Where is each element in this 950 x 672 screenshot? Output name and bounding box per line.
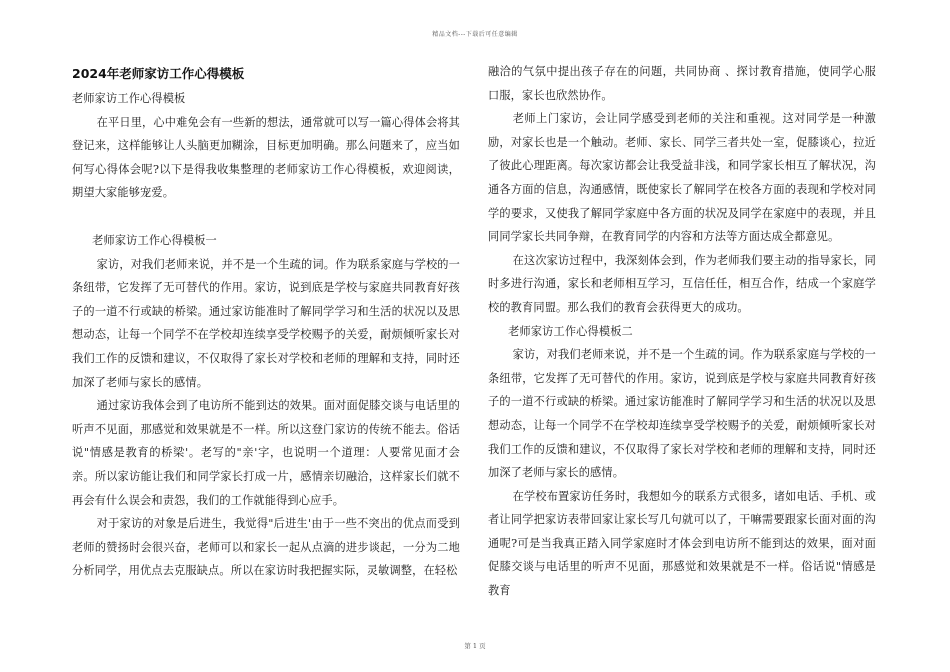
right-column (488, 60, 876, 603)
body-paragraph: 在这次家访过程中，我深刻体会到，作为老师我们要主动的指导家长，同时多进行沟通，家长和老师相互学习，互信任任，相互合作，结成一个家庭学校的教育同盟。那么我们的教育会获得更大的成功。 (488, 253, 876, 314)
body-paragraph: 老师上门家访，会让同学感受到老师的关注和重视。这对同学是一种激励，对家长也是一个触动。老师、家长、同学三者共处一室，促膝谈心，拉近了彼此心理距离。每次家访都会让我受益非浅，和同学家长相互了解状况，沟通各方面的信息，沟通感情，既使家长了解同学在校各方面的表现和学校对同学的要求，又使我了解同学家庭中各方面的状况及同学在家庭中的表现，并且同同学家长共同争辩，在教育同学的内容和方法等方面达成全都意见。 (488, 112, 876, 244)
section-heading-1: 老师家访工作心得模板一 (92, 233, 217, 247)
document-subtitle: 老师家访工作心得模板 (72, 92, 186, 105)
section-heading-2: 老师家访工作心得模板二 (508, 324, 633, 338)
page-footer: 第 1 页 (464, 642, 486, 650)
page-header: 精品文档---下载后可任意编辑 (432, 31, 518, 38)
body-paragraph: 在学校布置家访任务时，我想如今的联系方式很多，诸如电话、手机、或者让同学把家访表带回家让家长写几句就可以了，干嘛需要跟家长面对面的沟通呢?可是当我真正踏入同学家庭时才体会到电访所不能到达的效果，面对面促膝交谈与电话里的听声不见面，那感觉和效果就是不一样。俗话说"情感是教育 (488, 489, 876, 598)
intro-paragraph: 在平日里，心中难免会有一些新的想法，通常就可以写一篇心得体会将其登记来，这样能够让人头脑更加糊涂，目标更加明确。那么问题来了，应当如何写心得体会呢?以下是得我收集整理的老师家访工作心得模板，欢迎阅读，期望大家能够宠爱。 (72, 115, 460, 200)
left-column (72, 60, 460, 583)
paragraph-gap (72, 205, 460, 229)
body-paragraph: 家访，对我们老师来说，并不是一个生疏的词。作为联系家庭与学校的一条纽带，它发挥了无可替代的作用。家访，说到底是学校与家庭共同教育好孩子的一道不行或缺的桥梁。通过家访能准时了解同学学习和生活的状况以及思想动态，让每一个同学不在学校却连续享受学校赐予的关爱，耐烦倾听家长对我们工作的反馈和建议，不仅取得了家长对学校和老师的理解和支持，同时还加深了老师与家长的感情。 (72, 257, 460, 389)
body-paragraph: 融洽的气氛中提出孩子存在的问题，共同协商 、探讨教育措施，使同学心服口服，家长也欣然协作。 (488, 65, 876, 102)
body-paragraph: 对于家访的对象是后进生，我觉得"后进生'由于一些不突出的优点而受到老师的赞扬时会很兴奋，老师可以和家长一起从点滴的进步谈起，一分为二地分析同学，用优点去克服缺点。所以在家访时我把握实际，灵敏调整，在轻松 (72, 517, 460, 578)
body-paragraph: 通过家访我体会到了电访所不能到达的效果。面对面促膝交谈与电话里的听声不见面，那感觉和效果就是不一样。所以这登门家访的传统不能去。俗话说"情感是教育的桥梁'。老写的"亲'字，也说明一个道理：人要常见面才会亲。所以家访能让我们和同学家长打成一片，感情亲切融洽，这样家长们就不再会有什么误会和责怨，我们的工作就能得到心应手。 (72, 399, 460, 507)
body-paragraph: 家访，对我们老师来说，并不是一个生疏的词。作为联系家庭与学校的一条纽带，它发挥了无可替代的作用。家访，说到底是学校与家庭共同教育好孩子的一道不行或缺的桥梁。通过家访能准时了解同学学习和生活的状况以及思想动态，让每一个同学不在学校却连续享受学校赐予的关爱，耐烦倾听家长对我们工作的反馈和建议，不仅取得了家长对学校和老师的理解和支持，同时还加深了老师与家长的感情。 (488, 348, 876, 480)
document-title: 2024年老师家访工作心得模板 (72, 66, 245, 81)
